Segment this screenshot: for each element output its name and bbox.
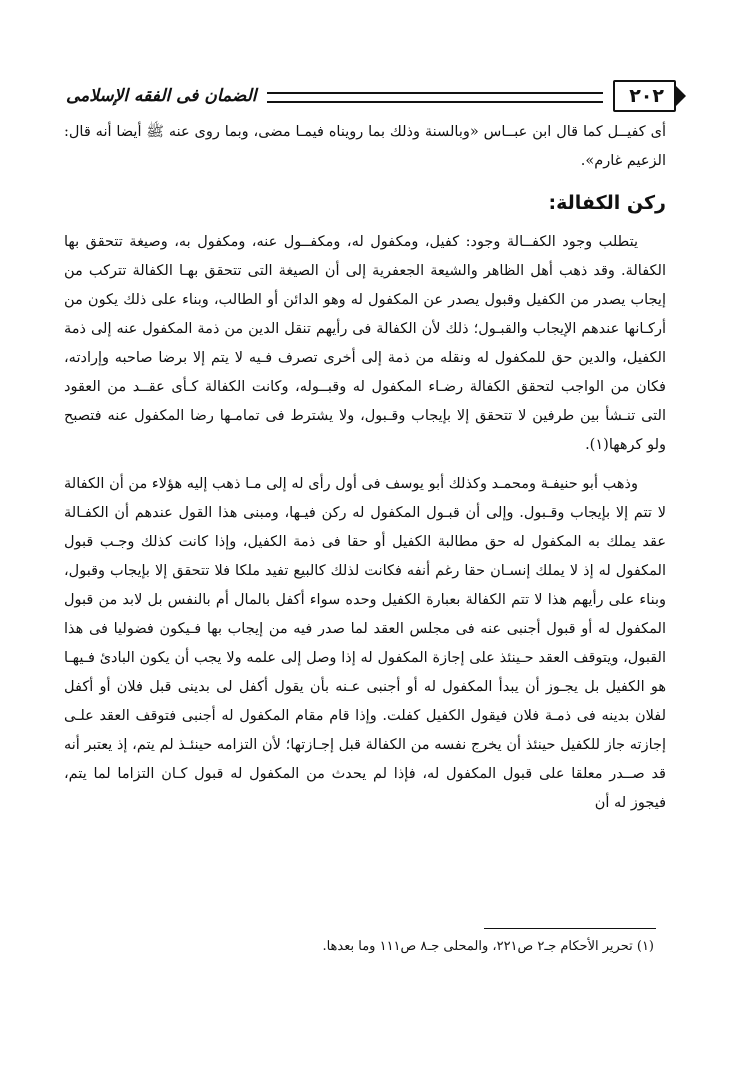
page-number: ٢٠٢ bbox=[613, 80, 676, 112]
header-rule bbox=[267, 92, 604, 103]
page-header bbox=[64, 78, 676, 114]
footnote: (١) تحرير الأحكام جـ٢ ص٢٢١، والمحلى جـ٨ ص١١١ وما بعدها. bbox=[322, 939, 654, 954]
footnote-rule bbox=[484, 928, 656, 929]
section-heading: ركن الكفالة: bbox=[548, 192, 666, 214]
paragraph-elements: يتطلب وجود الكفــالة وجود: كفيل، ومكفول له، ومكفــول عنه، ومكفول به، وصيغة تتحقق بها الكفالة. وقد ذهب أهل الظاهر والشيعة الجعفرية إلى أن الصيغة التى تتحقق بهـا الكفالة تتركب من إيجاب يصدر من الكفيل وقبول يصدر عن المكفول له وهو الدائن أو الطالب، وبناء على ذلك يكون من أركـانها عندهم الإيجاب والقبـول؛ ذلك لأن الكفالة فى رأيهم تنقل الدين من ذمة المكفول عنه إلى ذمة الكفيل، والدين حق للمكفول له ونقله من ذمة إلى أخرى تصرف فـيه لا يتم إلا برضا صاحبه وإرادته، فكان من الواجب لتحقق الكفالة رضـاء المكفول له وقبــوله، وكانت الكفالة كـأى عقــد من العقود التى تنـشأ بين طرفين لا تتحقق إلا بإيجاب وقـبول، ولا يشترط فى تمامـها رضا المكفول عنه فتصبح ولو كرهها(١). bbox=[64, 234, 666, 453]
main-text bbox=[64, 118, 666, 818]
paragraph-continuation: أى كفيــل كما قال ابن عبــاس «وبالسنة وذلك بما رويناه فيمـا مضى، وبما روى عنه ﷺ أيضا أنه قال: الزعيم غارم». bbox=[64, 124, 666, 169]
paragraph-hanafi-view: وذهب أبو حنيفـة ومحمـد وكذلك أبو يوسف فى أول رأى له إلى مـا ذهب إليه هؤلاء من أن الكفالة لا تتم إلا بإيجاب وقـبول. وإلى أن قبـول المكفول له ركن فيـها، ومبنى هذا القول عندهم أن الكفـالة عقد يملك به المكفول له حق مطالبة الكفيل أو حقا فى ذمة الكفيل، وإذا كانت كذلك وجـب قبول المكفول له إذ لا يملك إنسـان حقا رغم أنفه فكانت لذلك كالبيع تفيد ملكا فلا تتحقق إلا بإيجاب وقبول، وبناء على رأيهم هذا لا تتم الكفالة بعبارة الكفيل وحده سواء أكفل بالمال أم بالنفس بل لابد من قبول المكفول له أو قبول أجنبى عنه فى مجلس العقد لما صدر فيه من إيجاب بها فـيكون فضوليا فى هذا القبول، ويتوقف العقد حـينئذ على إجازة المكفول له إذا وصل إلى علمه ولا يجب أن يكون البادئ فـيهـا هو الكفيل بل يجـوز أن يبدأ المكفول له أو أجنبى عـنه بأن يقول أكفل لى بدينى قبل فلان أو أكفل لفلان بدينه فى ذمـة فلان فيقول الكفيل كفلت. وإذا قام مقام المكفول له أجنبى فتوقف العقد علـى إجازته جاز للكفيل حينئذ أن يخرج نفسه من الكفالة قبل إجـازتها؛ لأن التزامه حينئـذ لم يتم، إذ يعتبر أنه قد صــدر معلقا على قبول المكفول له، فإذا لم يحدث من المكفول له قبول كـان التزاما لما يتم، فيجوز له أن bbox=[64, 476, 666, 811]
running-title: الضمان فى الفقه الإسلامى bbox=[66, 86, 257, 106]
